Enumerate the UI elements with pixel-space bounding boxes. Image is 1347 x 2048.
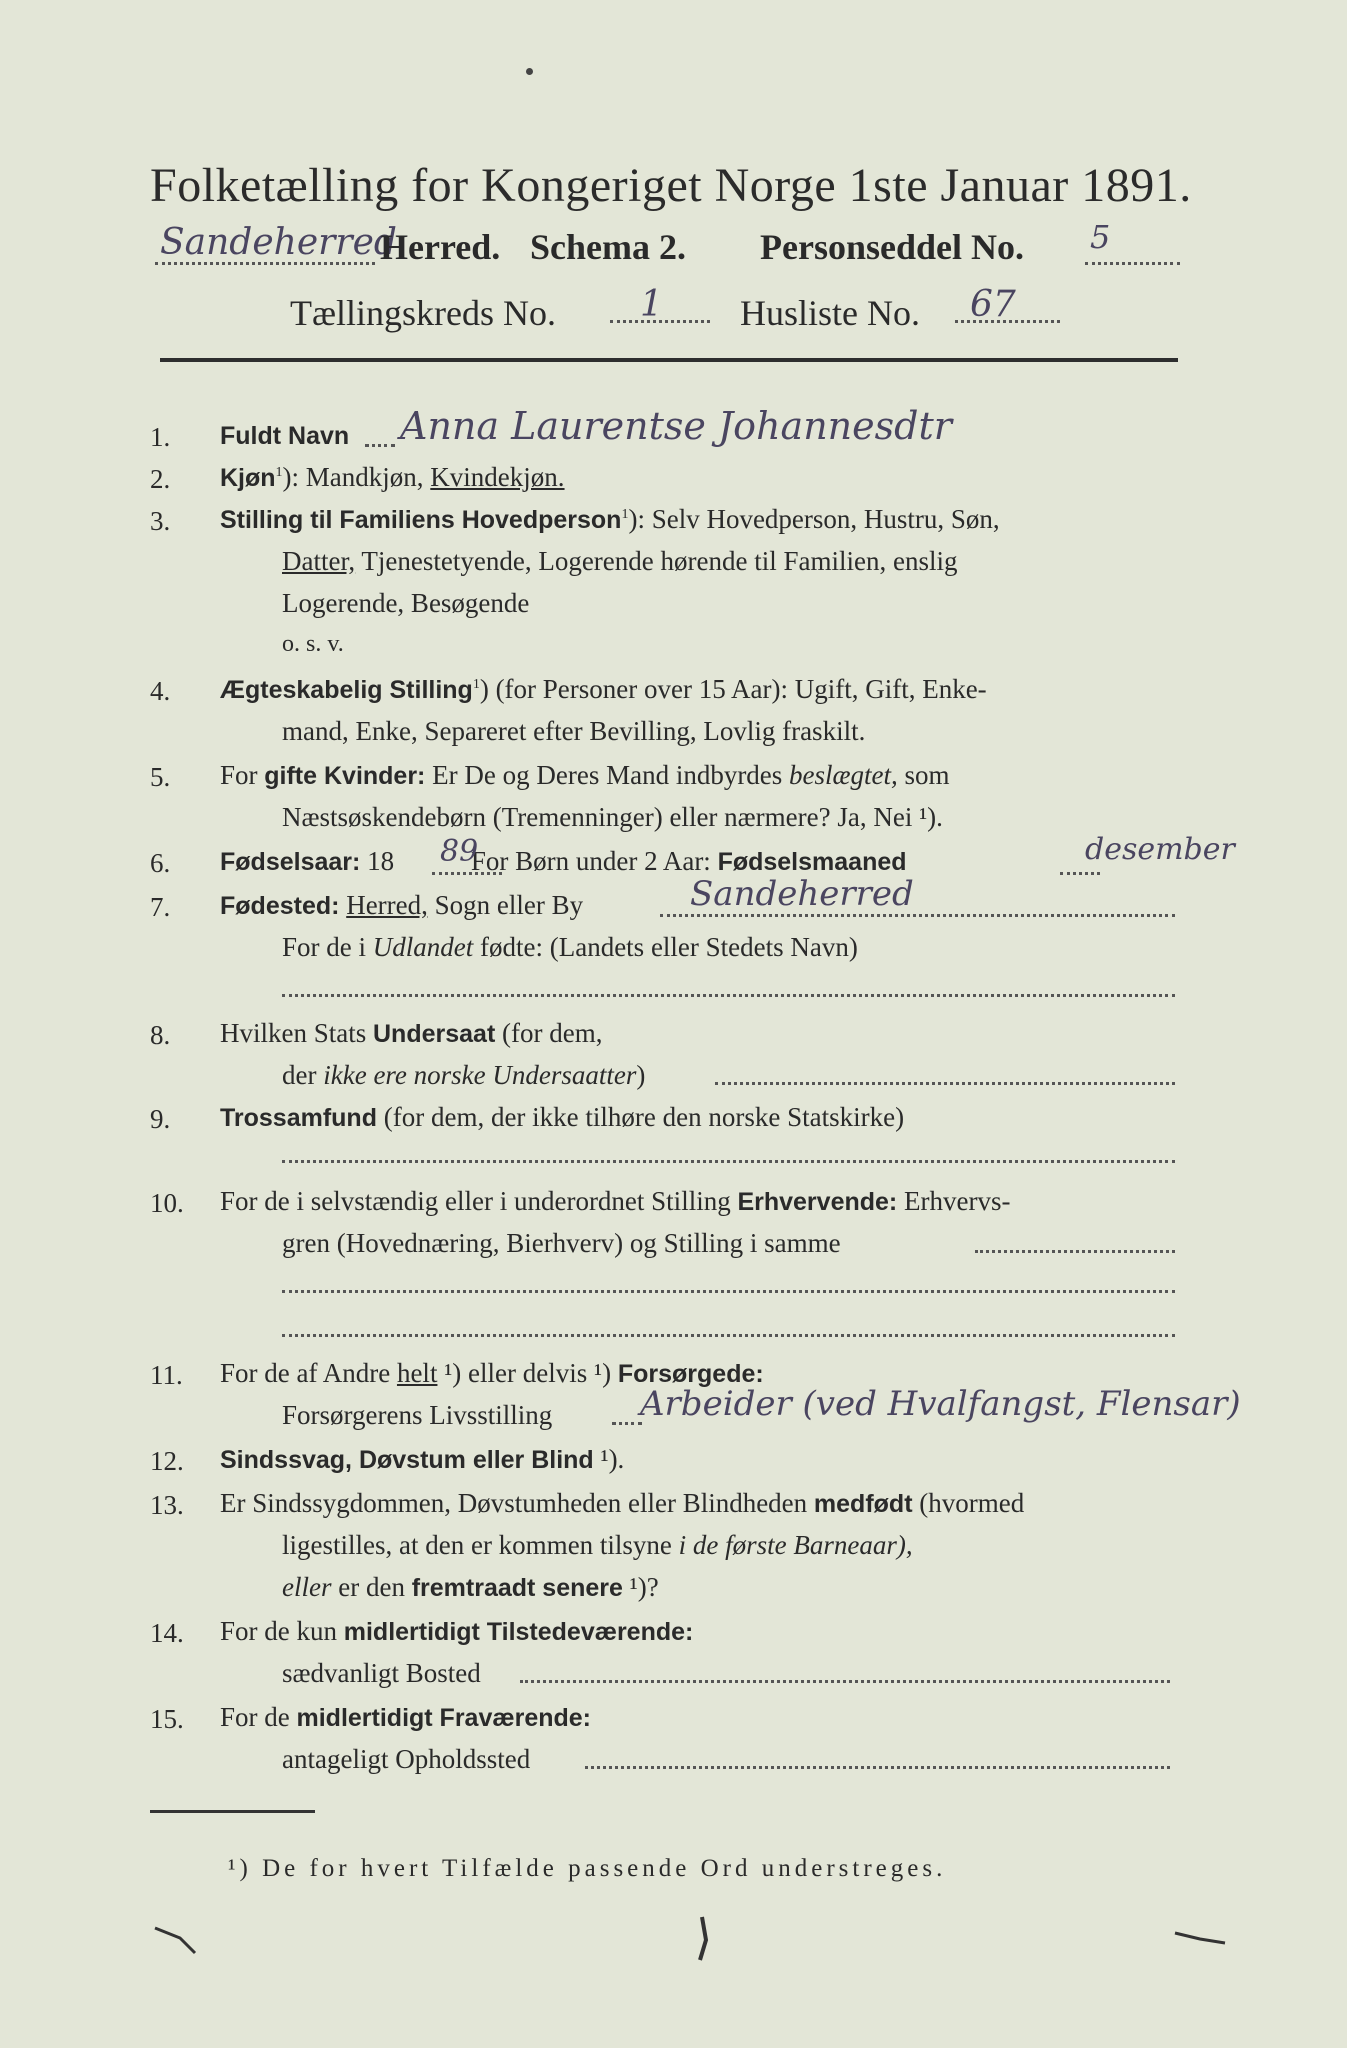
- herred-label: Herred.: [380, 227, 501, 267]
- religion-dotline: [282, 1160, 1175, 1163]
- taellingskreds-number: 1: [640, 284, 663, 325]
- occupation-dotline-1: [975, 1250, 1175, 1253]
- full-name-value: Anna Laurentse Johannesdtr: [400, 404, 952, 448]
- row-citizenship: Hvilken Stats Undersaat (for dem,: [220, 1018, 603, 1048]
- row-birth-year: Fødselsaar: 18 For Børn under 2 Aar: Fødselsmaaned: [220, 846, 907, 876]
- row-number: 11.: [150, 1360, 183, 1390]
- herred-dotline: [155, 262, 375, 265]
- row-married-women-2: Næstsøskendebørn (Tremenninger) eller nærmere? Ja, Nei ¹).: [282, 802, 943, 832]
- row-temporary-absent: For de midlertidigt Fraværende:: [220, 1702, 591, 1732]
- row-number: 7.: [150, 892, 171, 922]
- personseddel-number: 5: [1090, 218, 1111, 256]
- row-number: 2.: [150, 464, 171, 494]
- row-temporary-present: For de kun midlertidigt Tilstedeværende:: [220, 1616, 694, 1646]
- row-number: 9.: [150, 1104, 171, 1134]
- foreign-birthplace-dotline: [282, 994, 1175, 997]
- row-family-position-3: Logerende, Besøgende: [282, 588, 530, 618]
- row-number: 5.: [150, 762, 171, 792]
- name-dotline: [365, 444, 395, 447]
- row-religion: Trossamfund (for dem, der ikke tilhøre den norske Statskirke): [220, 1102, 905, 1132]
- ink-mark-right: [1170, 1925, 1230, 1955]
- row-birthplace: Fødested: Herred, Sogn eller By: [220, 890, 584, 920]
- row-disability: Sindssvag, Døvstum eller Blind ¹).: [220, 1444, 625, 1474]
- birth-month-value: desember: [1085, 832, 1235, 867]
- row-number: 12.: [150, 1446, 184, 1476]
- row-gender: Kjøn$^1$): Mandkjøn, Kvindekjøn.: [220, 462, 565, 492]
- birthplace-value: Sandeherred: [690, 874, 914, 914]
- row-number: 14.: [150, 1618, 184, 1648]
- residence-dotline: [585, 1766, 1170, 1769]
- birth-year-dotline: [432, 872, 502, 875]
- usual-residence-dotline: [520, 1680, 1170, 1683]
- row-number: 3.: [150, 506, 171, 536]
- row-occupation: For de i selvstændig eller i underordnet Stilling Erhvervende: Erhvervs-: [220, 1186, 1011, 1216]
- row-number: 1.: [150, 422, 171, 452]
- row-number: 15.: [150, 1704, 184, 1734]
- row-supported: For de af Andre helt ¹) eller delvis ¹) Forsørgede:: [220, 1358, 764, 1388]
- occupation-dotline-2: [282, 1290, 1175, 1293]
- row-disability-onset-3: eller er den fremtraadt senere ¹)?: [282, 1572, 659, 1602]
- form-title: Folketælling for Kongeriget Norge 1ste Januar 1891.: [150, 159, 1192, 212]
- occupation-dotline-3: [282, 1334, 1175, 1337]
- footnote: ¹) De for hvert Tilfælde passende Ord understreges.: [228, 1855, 947, 1882]
- ink-dot: [526, 68, 533, 75]
- row-marital-status: Ægteskabelig Stilling$^1$) (for Personer over 15 Aar): Ugift, Gift, Enke-: [220, 674, 987, 704]
- ink-mark-left: [150, 1918, 210, 1958]
- schema-label: Schema 2.: [530, 227, 686, 267]
- row-marital-status-2: mand, Enke, Separeret efter Bevilling, Lovlig fraskilt.: [282, 716, 866, 746]
- row-married-women: For gifte Kvinder: Er De og Deres Mand indbyrdes beslægtet, som: [220, 760, 950, 790]
- row-citizenship-2: der ikke ere norske Undersaatter): [282, 1060, 646, 1090]
- row-occupation-2: gren (Hovednæring, Bierhverv) og Stilling i samme: [282, 1228, 841, 1258]
- provider-occupation-value: Arbeider (ved Hvalfangst, Flensar): [640, 1384, 1241, 1424]
- birth-year-value: 89: [440, 834, 479, 869]
- husliste-number: 67: [970, 284, 1016, 325]
- row-supported-2: Forsørgerens Livsstilling: [282, 1400, 553, 1430]
- row-number: 6.: [150, 848, 171, 878]
- row-number: 10.: [150, 1188, 184, 1218]
- row-number: 8.: [150, 1020, 171, 1050]
- birthplace-dotline: [660, 914, 1175, 917]
- herred-name: Sandeherred: [160, 222, 397, 263]
- personseddel-label: Personseddel No.: [760, 227, 1024, 267]
- row-family-position-4: o. s. v.: [282, 631, 344, 657]
- ink-mark-center: [690, 1915, 720, 1965]
- row-disability-onset-2: ligestilles, at den er kommen tilsyne i de første Barneaar),: [282, 1530, 913, 1560]
- taellingskreds-label: Tællingskreds No.: [290, 293, 556, 333]
- row-family-position: Stilling til Familiens Hovedperson$^1$): Selv Hovedperson, Hustru, Søn,: [220, 504, 1000, 534]
- row-number: 13.: [150, 1490, 184, 1520]
- husliste-dotline: [955, 320, 1060, 323]
- citizenship-dotline: [715, 1082, 1175, 1085]
- birth-month-dotline: [1060, 872, 1100, 875]
- header-rule: [160, 358, 1178, 362]
- personseddel-dotline: [1085, 262, 1180, 265]
- row-full-name: Fuldt Navn: [220, 422, 350, 450]
- row-temporary-absent-2: antageligt Opholdssted: [282, 1744, 531, 1774]
- row-number: 4.: [150, 676, 171, 706]
- row-family-position-2: Datter, Tjenestetyende, Logerende hørende til Familien, enslig: [282, 546, 958, 576]
- husliste-label: Husliste No.: [740, 293, 920, 333]
- row-birthplace-2: For de i Udlandet fødte: (Landets eller Stedets Navn): [282, 932, 858, 962]
- taellingskreds-dotline: [610, 320, 710, 323]
- row-disability-onset: Er Sindssygdommen, Døvstumheden eller Blindheden medfødt (hvormed: [220, 1488, 1025, 1518]
- provider-dotline: [612, 1422, 642, 1425]
- row-temporary-present-2: sædvanligt Bosted: [282, 1658, 481, 1688]
- footnote-rule: [150, 1810, 315, 1813]
